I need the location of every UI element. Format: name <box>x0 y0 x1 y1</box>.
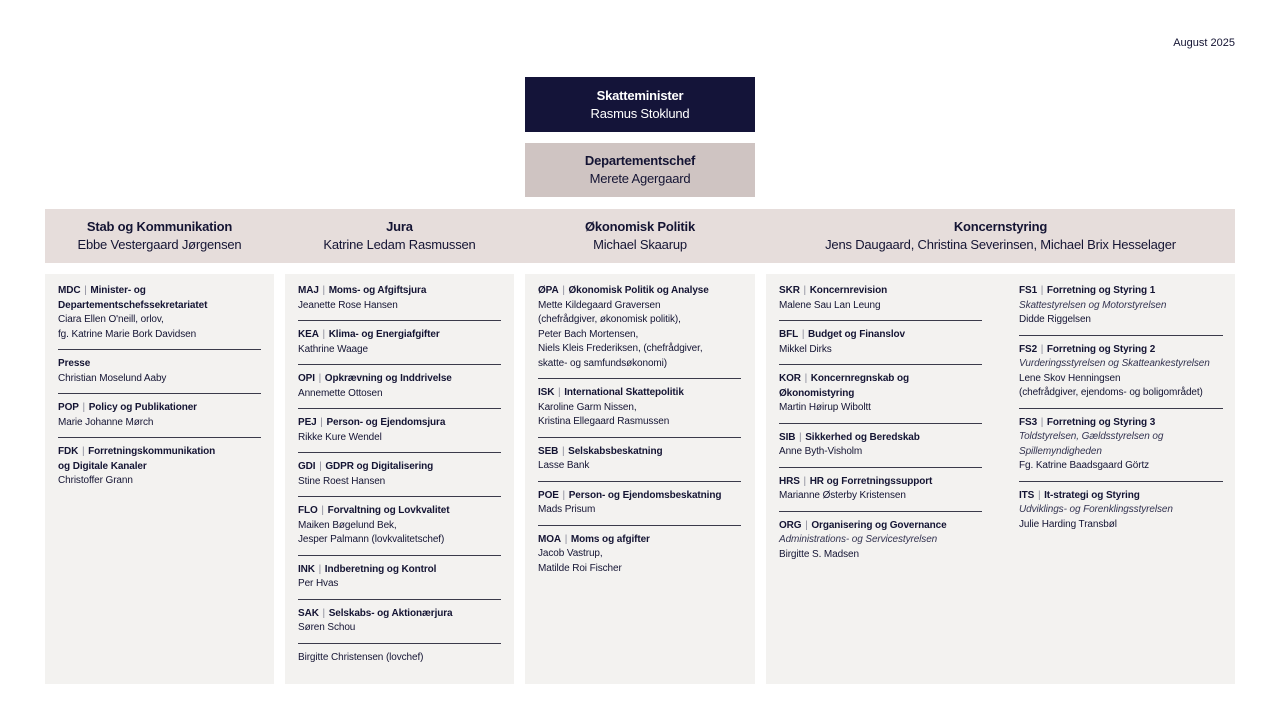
division-title: Koncernstyring <box>953 219 1048 234</box>
unit-heading <box>779 372 982 401</box>
unit-person: Peter Bach Mortensen, <box>538 328 639 340</box>
unit-title: International Skattepolitik <box>564 387 684 398</box>
separator-bar: | <box>1038 285 1046 296</box>
unit-title-cont: Departementschefssekretariatet <box>58 299 208 311</box>
unit-title: Selskabsbeskatning <box>568 445 663 457</box>
separator-bar: | <box>79 446 88 457</box>
unit-code: BFL <box>779 329 799 340</box>
unit-item[interactable] <box>298 504 501 556</box>
separator-bar: | <box>800 475 809 487</box>
unit-person: Mette Kildegaard Graversen <box>538 299 661 311</box>
division-title: Stab og Kommunikation <box>86 219 233 234</box>
unit-title: Moms og afgifter <box>570 533 650 545</box>
unit-person: Søren Schou <box>298 622 356 633</box>
unit-item[interactable] <box>779 372 982 424</box>
unit-title: Forretning og Styring 1 <box>1046 285 1156 296</box>
unit-heading <box>298 504 501 519</box>
division-leader: Jens Daugaard, Christina Severinsen, Michael Brix Hesselager <box>825 237 1176 252</box>
unit-list-stab <box>58 284 261 503</box>
separator-bar: | <box>317 417 326 428</box>
unit-title: Person- og Ejendomsbeskatning <box>568 489 722 501</box>
unit-list-koncern-a <box>779 284 982 576</box>
unit-title: It-strategi og Styring <box>1044 489 1140 501</box>
unit-title: Budget og Finanslov <box>808 329 905 340</box>
separator-bar: | <box>800 285 809 296</box>
unit-item[interactable] <box>1019 343 1223 409</box>
unit-item[interactable] <box>58 445 261 496</box>
unit-code: POP <box>58 402 79 413</box>
separator-bar: | <box>562 533 570 545</box>
unit-title: Koncernrevision <box>809 285 888 296</box>
unit-person: Birgitte Christensen (lovchef) <box>298 651 424 663</box>
unit-title-cont: og Digitale Kanaler <box>58 460 147 472</box>
unit-person: Niels Kleis Frederiksen, (chefrådgiver, <box>538 343 703 354</box>
unit-person: Lasse Bank <box>538 460 590 471</box>
unit-item[interactable] <box>779 284 982 321</box>
separator-bar: | <box>801 373 810 384</box>
unit-heading <box>1019 489 1223 504</box>
unit-code: FS2 <box>1019 343 1038 355</box>
unit-person: Mads Prisum <box>538 504 596 515</box>
separator-bar: | <box>315 373 324 384</box>
unit-title: Klima- og Energiafgifter <box>328 329 440 340</box>
unit-item[interactable] <box>538 284 741 379</box>
unit-agency: Udviklings- og Forenklingsstyrelsen <box>1019 504 1173 515</box>
unit-title: Moms- og Afgiftsjura <box>328 285 427 296</box>
unit-person: Martin Høirup Wiboltt <box>779 402 871 413</box>
unit-item[interactable] <box>1019 284 1223 336</box>
unit-person: Christian Moselund Aaby <box>58 372 167 384</box>
unit-item[interactable] <box>298 416 501 453</box>
unit-title: Økonomisk Politik og Analyse <box>568 285 709 296</box>
division-leader: Katrine Ledam Rasmussen <box>323 237 476 252</box>
chef-name: Merete Agergaard <box>589 171 691 186</box>
unit-person: Ciara Ellen O'neill, orlov, <box>58 314 164 325</box>
unit-person: Jacob Vastrup, <box>538 548 603 559</box>
unit-title: Organisering og Governance <box>811 519 947 531</box>
unit-person: Didde Riggelsen <box>1019 314 1091 325</box>
date-label: August 2025 <box>1173 37 1235 49</box>
division-header-jura[interactable] <box>285 209 514 263</box>
unit-item[interactable] <box>298 284 501 321</box>
unit-title: Policy og Publikationer <box>88 402 197 413</box>
separator-bar: | <box>559 445 568 457</box>
division-header-koncern[interactable] <box>766 209 1235 263</box>
unit-item[interactable] <box>538 533 741 584</box>
unit-item[interactable] <box>538 445 741 482</box>
unit-code: FS3 <box>1019 416 1038 428</box>
unit-list-koncern-b <box>1019 284 1223 546</box>
unit-person: Stine Roest Hansen <box>298 475 386 487</box>
unit-code: SIB <box>779 431 796 443</box>
unit-title: Opkrævning og Inddrivelse <box>324 373 452 384</box>
unit-code: OPI <box>298 373 315 384</box>
unit-title: Forretningskommunikation <box>88 446 216 457</box>
unit-code: KEA <box>298 329 319 340</box>
unit-code: HRS <box>779 475 800 487</box>
unit-heading <box>538 386 741 401</box>
unit-item[interactable] <box>298 460 501 497</box>
unit-item[interactable] <box>538 489 741 526</box>
unit-heading <box>538 489 741 504</box>
unit-heading <box>58 284 261 299</box>
unit-person: Kathrine Waage <box>298 343 368 355</box>
unit-heading <box>298 328 501 343</box>
unit-heading <box>1019 343 1223 358</box>
minister-title: Skatteminister <box>596 87 684 103</box>
unit-person: Malene Sau Lan Leung <box>779 299 881 311</box>
unit-code: ORG <box>779 519 802 531</box>
chef-title: Departementschef <box>584 153 696 168</box>
minister-name: Rasmus Stoklund <box>590 105 690 121</box>
unit-heading <box>298 416 501 431</box>
unit-code: INK <box>298 563 315 575</box>
unit-person: Julie Harding Transbøl <box>1019 518 1117 530</box>
unit-heading <box>779 284 982 299</box>
unit-code: FLO <box>298 505 318 516</box>
unit-code: MAJ <box>298 285 319 296</box>
unit-agency: Spillemyndigheden <box>1019 445 1102 457</box>
unit-item[interactable] <box>298 328 501 365</box>
unit-list-okonomi <box>538 284 741 590</box>
separator-bar: | <box>319 607 328 619</box>
unit-agency: Vurderingsstyrelsen og Skatteankestyrelsen <box>1019 358 1210 369</box>
unit-code: POE <box>538 489 559 501</box>
unit-heading <box>779 431 982 446</box>
separator-bar: | <box>315 563 324 575</box>
division-leader: Ebbe Vestergaard Jørgensen <box>77 237 242 252</box>
unit-code: GDI <box>298 461 316 472</box>
unit-item[interactable] <box>298 563 501 600</box>
separator-bar: | <box>802 519 811 531</box>
unit-heading <box>538 533 741 548</box>
unit-person: Per Hvas <box>298 578 339 589</box>
separator-bar: | <box>796 431 805 443</box>
division-title: Økonomisk Politik <box>584 219 695 234</box>
unit-title: Forretning og Styring 3 <box>1046 416 1156 428</box>
unit-person: Kristina Ellegaard Rasmussen <box>538 416 670 427</box>
separator-bar: | <box>559 489 568 501</box>
unit-heading <box>538 284 741 299</box>
unit-agency: Toldstyrelsen, Gældsstyrelsen og <box>1019 431 1164 442</box>
separator-bar: | <box>81 285 90 296</box>
unit-item[interactable] <box>779 519 982 570</box>
separator-bar: | <box>1038 416 1046 428</box>
unit-item[interactable] <box>1019 489 1223 540</box>
unit-title: GDPR og Digitalisering <box>325 461 434 472</box>
minister-box[interactable] <box>525 77 755 132</box>
unit-person: (chefrådgiver, ejendoms- og boligområdet) <box>1019 387 1203 398</box>
unit-title: Presse <box>58 358 91 369</box>
unit-item[interactable] <box>58 284 261 350</box>
unit-heading <box>779 475 982 490</box>
unit-code: KOR <box>779 373 801 384</box>
unit-person: Christoffer Grann <box>58 475 133 486</box>
unit-person: Maiken Bøgelund Bek, <box>298 519 397 531</box>
unit-title: Person- og Ejendomsjura <box>326 417 446 428</box>
unit-item[interactable] <box>779 475 982 512</box>
unit-person: Matilde Roi Fischer <box>538 562 622 574</box>
unit-person: skatte- og samfundsøkonomi) <box>538 357 668 369</box>
unit-person: Annemette Ottosen <box>298 387 383 399</box>
unit-person: Lene Skov Henningsen <box>1019 372 1121 384</box>
unit-item[interactable] <box>538 386 741 438</box>
unit-code: SEB <box>538 445 559 457</box>
unit-heading <box>779 328 982 343</box>
separator-bar: | <box>799 329 807 340</box>
unit-title: Forvaltning og Lovkvalitet <box>327 505 450 516</box>
separator-bar: | <box>319 329 328 340</box>
unit-person: Jeanette Rose Hansen <box>298 299 398 311</box>
unit-item[interactable] <box>58 401 261 438</box>
unit-person: Fg. Katrine Baadsgaard Görtz <box>1019 460 1150 471</box>
unit-code: SKR <box>779 285 800 296</box>
unit-code: SAK <box>298 607 319 619</box>
unit-item[interactable] <box>298 651 501 673</box>
unit-heading <box>298 284 501 299</box>
unit-item[interactable] <box>298 372 501 409</box>
unit-person: Mikkel Dirks <box>779 343 832 355</box>
unit-person: Marianne Østerby Kristensen <box>779 490 906 501</box>
unit-code: ITS <box>1019 489 1035 501</box>
departementschef-box[interactable] <box>525 143 755 197</box>
unit-person: Jesper Palmann (lovkvalitetschef) <box>298 534 445 545</box>
unit-person: (chefrådgiver, økonomisk politik), <box>538 314 681 325</box>
unit-person: fg. Katrine Marie Bork Davidsen <box>58 328 197 340</box>
unit-code: MDC <box>58 285 81 296</box>
unit-code: ØPA <box>538 285 559 296</box>
unit-heading <box>538 445 741 460</box>
unit-item[interactable] <box>298 607 501 644</box>
unit-item[interactable] <box>779 431 982 468</box>
unit-heading <box>298 563 501 578</box>
unit-heading <box>58 445 261 460</box>
separator-bar: | <box>79 402 88 413</box>
separator-bar: | <box>316 461 325 472</box>
unit-person: Karoline Garm Nissen, <box>538 401 637 413</box>
unit-person: Birgitte S. Madsen <box>779 548 859 560</box>
unit-title: Sikkerhed og Beredskab <box>805 431 920 443</box>
unit-heading <box>1019 416 1223 431</box>
unit-heading <box>779 519 982 534</box>
unit-title: HR og Forretningssupport <box>809 475 933 487</box>
division-header-okonomi[interactable] <box>525 209 755 263</box>
unit-heading <box>58 357 261 372</box>
division-header-stab[interactable] <box>45 209 274 263</box>
separator-bar: | <box>1038 343 1046 355</box>
unit-title: Koncernregnskab og Økonomistyring <box>779 373 910 399</box>
unit-code: MOA <box>538 533 562 545</box>
unit-code: FS1 <box>1019 285 1038 296</box>
unit-heading <box>298 607 501 622</box>
unit-heading <box>298 460 501 475</box>
unit-agency: Skattestyrelsen og Motorstyrelsen <box>1019 299 1167 311</box>
separator-bar: | <box>559 285 568 296</box>
division-title: Jura <box>386 219 413 234</box>
unit-heading <box>1019 284 1223 299</box>
unit-item[interactable] <box>58 357 261 394</box>
unit-heading <box>298 372 501 387</box>
separator-bar: | <box>318 505 327 516</box>
unit-code: ISK <box>538 387 555 398</box>
unit-person: Anne Byth-Visholm <box>779 446 863 457</box>
division-leader: Michael Skaarup <box>593 237 687 252</box>
unit-title: Forretning og Styring 2 <box>1046 343 1156 355</box>
unit-title: Minister- og <box>90 285 146 296</box>
unit-code: PEJ <box>298 417 317 428</box>
unit-list-jura <box>298 284 501 679</box>
unit-title: Indberetning og Kontrol <box>324 563 437 575</box>
unit-code: FDK <box>58 446 79 457</box>
separator-bar: | <box>319 285 328 296</box>
unit-agency: Administrations- og Servicestyrelsen <box>779 534 938 545</box>
unit-item[interactable] <box>779 328 982 365</box>
unit-heading <box>58 401 261 416</box>
unit-item[interactable] <box>1019 416 1223 482</box>
unit-title: Selskabs- og Aktionærjura <box>328 607 453 619</box>
separator-bar: | <box>555 387 564 398</box>
unit-person: Marie Johanne Mørch <box>58 416 154 428</box>
separator-bar: | <box>1035 489 1044 501</box>
unit-person: Rikke Kure Wendel <box>298 431 382 443</box>
